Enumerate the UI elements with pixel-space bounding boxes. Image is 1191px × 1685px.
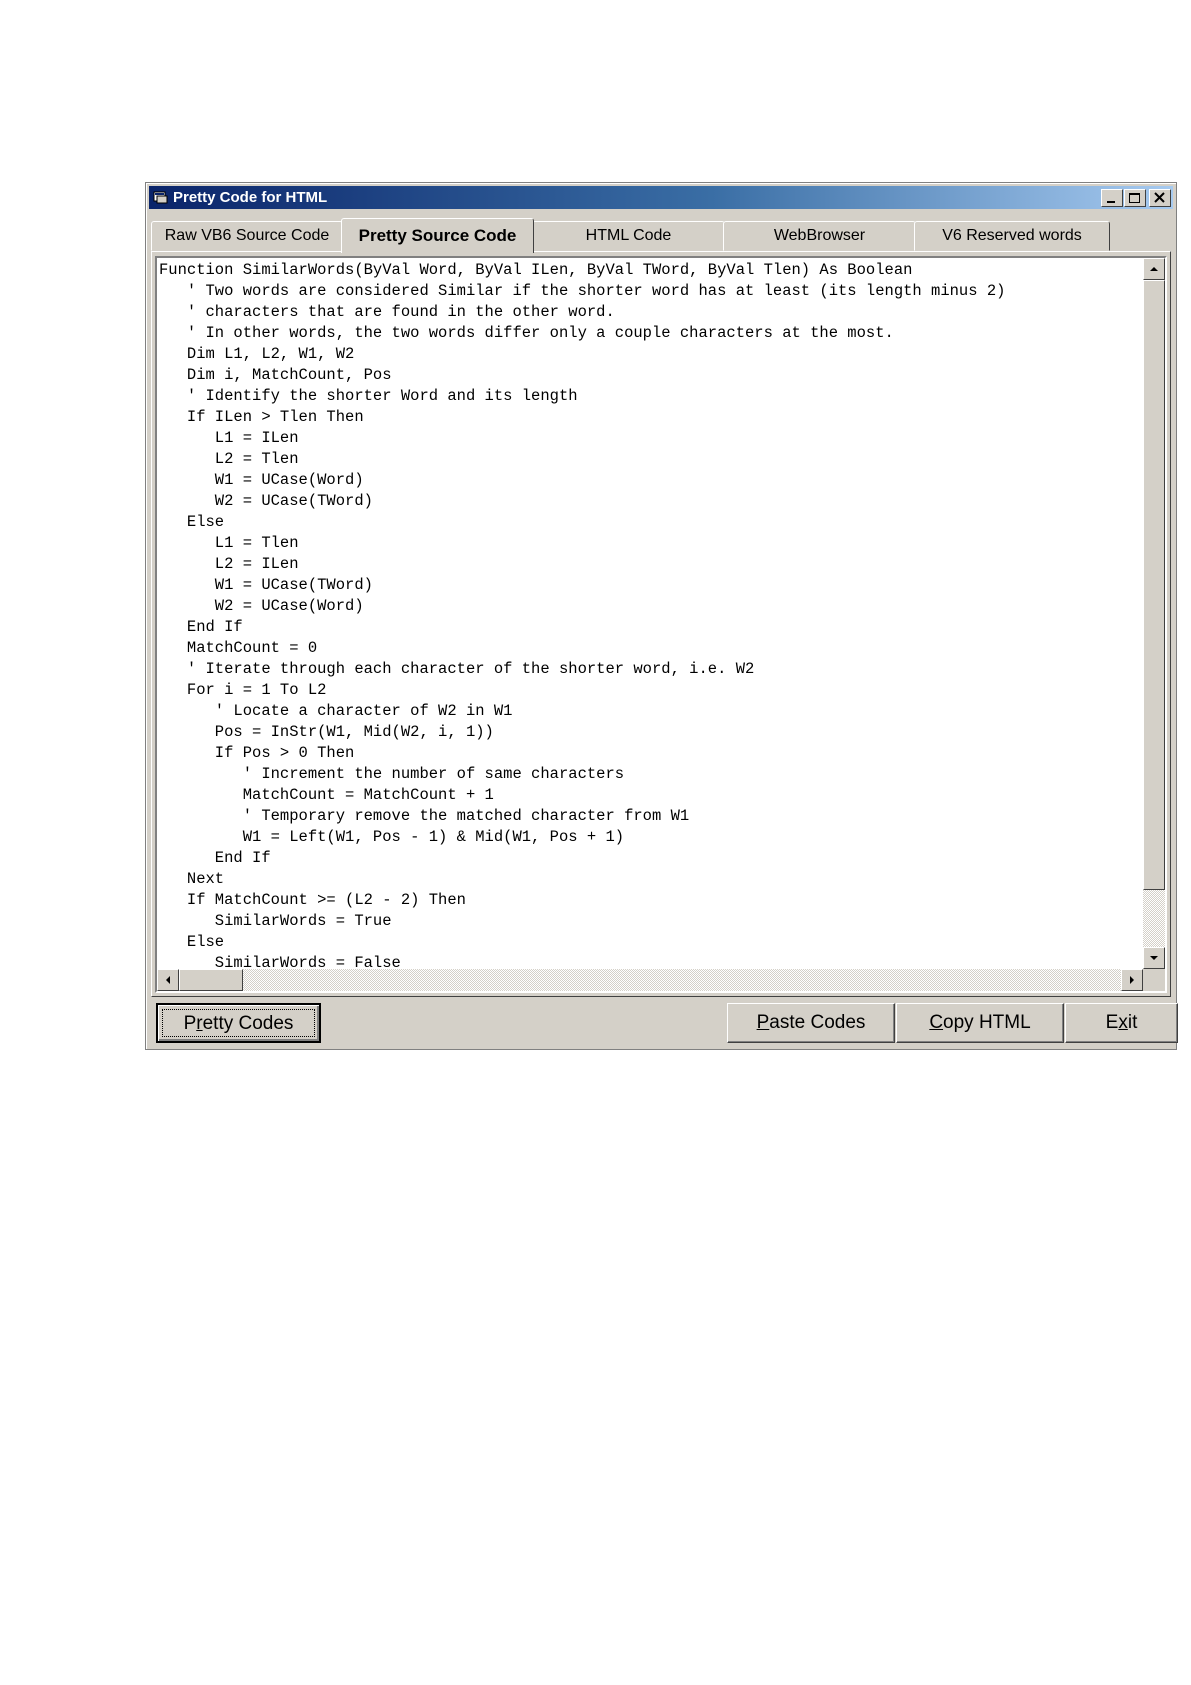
arrow-up-icon xyxy=(1144,259,1164,279)
code-line: W2 = UCase(TWord) xyxy=(159,492,373,510)
code-line: ' characters that are found in the other word. xyxy=(159,303,615,321)
button-bar xyxy=(151,1001,1171,1045)
code-line: L2 = Tlen xyxy=(159,450,299,468)
code-line: If ILen > Tlen Then xyxy=(159,408,364,426)
scroll-left-button[interactable] xyxy=(157,969,179,991)
tab-webbrowser[interactable]: WebBrowser xyxy=(723,221,916,251)
code-line: ' Two words are considered Similar if the shorter word has at least (its length minus 2) xyxy=(159,282,1006,300)
copy-html-mnemonic: C xyxy=(929,1012,944,1033)
tab-panel xyxy=(151,251,1171,997)
arrow-left-icon xyxy=(158,970,178,990)
code-line: W1 = UCase(TWord) xyxy=(159,576,373,594)
code-line: End If xyxy=(159,849,271,867)
code-line: If MatchCount >= (L2 - 2) Then xyxy=(159,891,466,909)
pretty-codes-label-1: P xyxy=(183,1013,197,1034)
code-line: Dim L1, L2, W1, W2 xyxy=(159,345,355,363)
exit-mnemonic: x xyxy=(1118,1012,1128,1033)
code-line: MatchCount = MatchCount + 1 xyxy=(159,786,494,804)
code-line: Dim i, MatchCount, Pos xyxy=(159,366,392,384)
close-icon xyxy=(1150,190,1170,206)
vertical-scroll-thumb[interactable] xyxy=(1143,280,1165,890)
code-line: ' Locate a character of W2 in W1 xyxy=(159,702,513,720)
exit-label-1: E xyxy=(1105,1012,1119,1033)
exit-button[interactable] xyxy=(1065,1003,1178,1043)
paste-codes-mnemonic: P xyxy=(756,1012,770,1033)
paste-codes-button[interactable] xyxy=(727,1003,895,1043)
horizontal-scrollbar[interactable] xyxy=(157,969,1143,991)
code-line: SimilarWords = False xyxy=(159,954,401,967)
code-line: Next xyxy=(159,870,225,888)
code-line: W1 = Left(W1, Pos - 1) & Mid(W1, Pos + 1) xyxy=(159,828,625,846)
pretty-codes-label-2: etty Codes xyxy=(202,1013,294,1034)
scroll-down-button[interactable] xyxy=(1143,947,1165,969)
scroll-up-button[interactable] xyxy=(1143,258,1165,280)
close-button[interactable] xyxy=(1149,189,1171,207)
code-line: Else xyxy=(159,513,225,531)
code-line: SimilarWords = True xyxy=(159,912,392,930)
code-line: End If xyxy=(159,618,243,636)
tab-strip xyxy=(151,218,1171,252)
code-line: MatchCount = 0 xyxy=(159,639,318,657)
app-icon xyxy=(153,190,168,204)
code-line: For i = 1 To L2 xyxy=(159,681,327,699)
window-title: Pretty Code for HTML xyxy=(173,189,328,206)
minimize-icon xyxy=(1102,190,1122,206)
focus-rect xyxy=(162,1009,315,1037)
horizontal-scroll-thumb[interactable] xyxy=(179,969,243,991)
tab-pretty-source-code[interactable]: Pretty Source Code xyxy=(341,218,534,253)
copy-html-button[interactable] xyxy=(896,1003,1064,1043)
copy-html-label-2: opy HTML xyxy=(943,1012,1031,1033)
maximize-icon xyxy=(1125,190,1145,206)
exit-label-2: it xyxy=(1127,1012,1138,1033)
code-line: Else xyxy=(159,933,225,951)
code-line: Function SimilarWords(ByVal Word, ByVal ILen, ByVal TWord, ByVal Tlen) As Boolean xyxy=(159,261,913,279)
scroll-right-button[interactable] xyxy=(1121,969,1143,991)
code-line: Pos = InStr(W1, Mid(W2, i, 1)) xyxy=(159,723,494,741)
code-line: L2 = ILen xyxy=(159,555,299,573)
tab-html-code[interactable]: HTML Code xyxy=(532,221,725,251)
code-line: ' Iterate through each character of the shorter word, i.e. W2 xyxy=(159,660,755,678)
title-bar[interactable] xyxy=(149,186,1173,209)
vertical-scrollbar[interactable] xyxy=(1143,258,1165,969)
code-line: ' In other words, the two words differ only a couple characters at the most. xyxy=(159,324,894,342)
code-line: L1 = ILen xyxy=(159,429,299,447)
app-window xyxy=(145,182,1177,1050)
code-line: ' Increment the number of same characters xyxy=(159,765,625,783)
minimize-button[interactable] xyxy=(1101,189,1123,207)
code-editor[interactable] xyxy=(155,256,1167,993)
scrollbar-corner xyxy=(1143,969,1165,991)
tab-raw-vb6-source-code[interactable]: Raw VB6 Source Code xyxy=(151,221,343,251)
code-line: W1 = UCase(Word) xyxy=(159,471,364,489)
code-text[interactable] xyxy=(159,260,1141,967)
code-line: If Pos > 0 Then xyxy=(159,744,355,762)
caption-buttons xyxy=(1100,189,1171,207)
pretty-codes-mnemonic: r xyxy=(196,1013,203,1034)
tab-v6-reserved-words[interactable]: V6 Reserved words xyxy=(914,221,1110,251)
code-line: W2 = UCase(Word) xyxy=(159,597,364,615)
arrow-right-icon xyxy=(1122,970,1142,990)
code-line: L1 = Tlen xyxy=(159,534,299,552)
maximize-button[interactable] xyxy=(1124,189,1146,207)
arrow-down-icon xyxy=(1144,948,1164,968)
code-line: ' Identify the shorter Word and its length xyxy=(159,387,578,405)
pretty-codes-button[interactable] xyxy=(156,1003,321,1043)
code-line: ' Temporary remove the matched character from W1 xyxy=(159,807,690,825)
paste-codes-label-2: aste Codes xyxy=(769,1012,866,1033)
